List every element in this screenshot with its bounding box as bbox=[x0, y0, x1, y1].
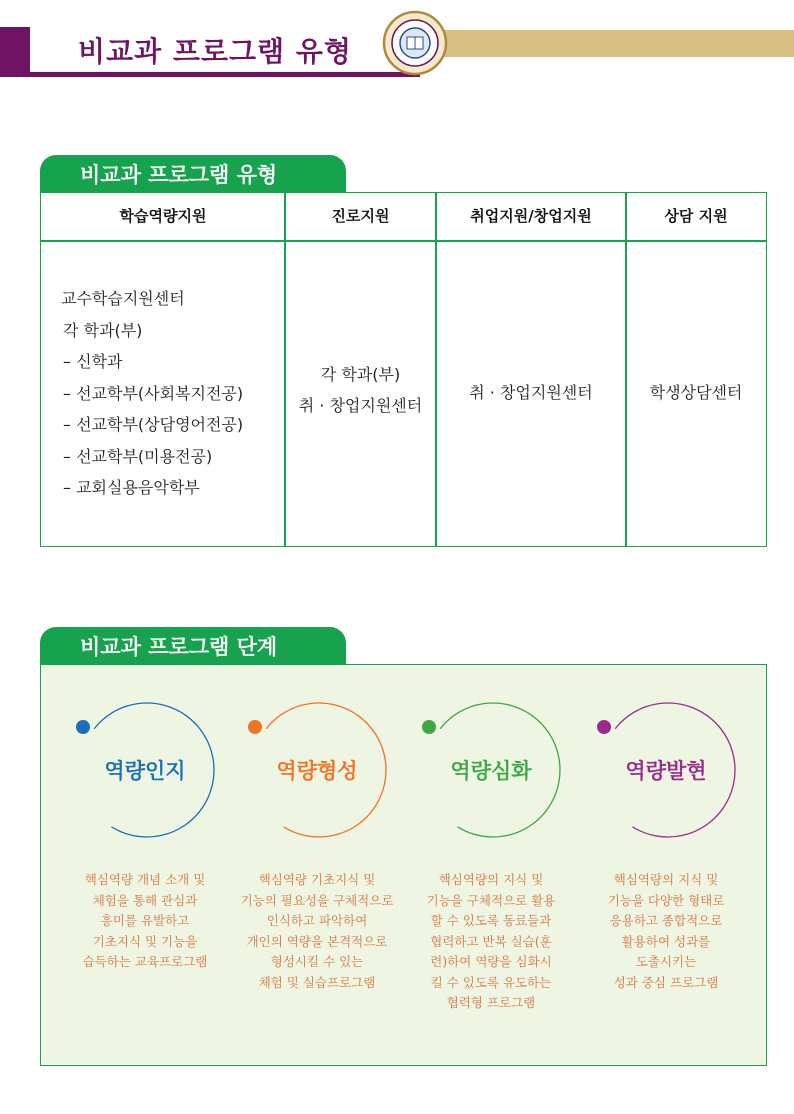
section-tab-types: 비교과 프로그램 유형 bbox=[40, 155, 346, 193]
program-stages-panel bbox=[40, 664, 767, 1066]
employment-support-cell bbox=[436, 379, 626, 406]
column-header: 학습역량지원 bbox=[119, 207, 207, 225]
list-item: – 선교학부(상담영어전공) bbox=[63, 415, 244, 434]
stage-name: 역량형성 bbox=[276, 759, 358, 783]
column-divider bbox=[625, 193, 627, 546]
text-line: 핵심역량 개념 소개 및 bbox=[84, 872, 206, 887]
page-title: 비교과 프로그램 유형 bbox=[78, 35, 352, 68]
text-line: 도출시키는 bbox=[635, 954, 697, 969]
text-line: 인식하고 파악하여 bbox=[266, 913, 368, 928]
stage-description bbox=[576, 870, 756, 993]
text-line: 핵심역량의 지식 및 bbox=[438, 872, 544, 887]
header-gold-band bbox=[440, 30, 794, 57]
learning-support-cell bbox=[61, 283, 243, 504]
text-line: 련)하여 역량을 심화시 bbox=[430, 954, 552, 969]
list-item: 취 · 창업지원센터 bbox=[298, 396, 423, 415]
list-item: – 신학과 bbox=[63, 352, 123, 371]
stage-dot-icon bbox=[76, 720, 90, 734]
stage-name: 역량심화 bbox=[450, 759, 532, 783]
stage-description bbox=[401, 870, 581, 1014]
list-item: – 선교학부(미용전공) bbox=[63, 446, 213, 466]
text-line: 기능을 다양한 형태로 bbox=[607, 892, 725, 908]
list-item: 교수학습지원센터 bbox=[61, 289, 185, 308]
column-header: 상담 지원 bbox=[664, 207, 728, 225]
stage-description bbox=[55, 870, 235, 973]
stage-dot-icon bbox=[422, 720, 436, 734]
career-support-cell bbox=[285, 361, 436, 419]
text-line: 응용하고 종합적으로 bbox=[609, 913, 723, 928]
column-header: 진로지원 bbox=[331, 207, 390, 225]
stage-description bbox=[227, 870, 407, 993]
counseling-support-cell bbox=[626, 379, 766, 406]
text-line: 활용하여 성과를 bbox=[621, 933, 711, 949]
list-item: – 선교학부(사회복지전공) bbox=[63, 383, 244, 403]
text-line: 형성시킬 수 있는 bbox=[270, 954, 364, 969]
program-types-table bbox=[40, 192, 767, 547]
text-line: 킬 수 있도록 유도하는 bbox=[430, 974, 552, 990]
stage-dot-icon bbox=[248, 720, 262, 734]
text-line: 핵심역량 기초지식 및 bbox=[258, 872, 376, 887]
list-item: 각 학과(부) bbox=[320, 365, 401, 384]
text-line: 기초지식 및 기능을 bbox=[92, 933, 198, 949]
list-item: 취 · 창업지원센터 bbox=[469, 383, 593, 402]
text-line: 할 수 있도록 동료들과 bbox=[430, 913, 552, 928]
text-line: 개인의 역량을 본격적으로 bbox=[246, 933, 388, 949]
stage-name: 역량발현 bbox=[625, 759, 707, 783]
list-item: 학생상담센터 bbox=[649, 383, 743, 402]
header-divider bbox=[41, 240, 766, 242]
text-line: 체험 및 실습프로그램 bbox=[258, 974, 376, 990]
text-line: 핵심역량의 지식 및 bbox=[613, 872, 719, 887]
section-tab-stages: 비교과 프로그램 단계 bbox=[40, 627, 346, 665]
text-line: 협력하고 반복 실습(훈 bbox=[430, 933, 552, 949]
text-line: 협력형 프로그램 bbox=[446, 995, 536, 1010]
list-item: 각 학과(부) bbox=[63, 320, 143, 340]
text-line: 기능을 구체적으로 활용 bbox=[426, 892, 556, 908]
university-seal-icon bbox=[382, 10, 448, 76]
stage-dot-icon bbox=[597, 720, 611, 734]
text-line: 기능의 필요성을 구체적으로 bbox=[240, 892, 394, 908]
header-underline bbox=[30, 72, 420, 77]
column-header: 취업지원/창업지원 bbox=[470, 207, 592, 225]
list-item: – 교회실용음악학부 bbox=[63, 478, 200, 497]
text-line: 체험을 통해 관심과 bbox=[92, 892, 198, 908]
text-line: 습득하는 교육프로그램 bbox=[82, 954, 208, 969]
header-accent-bar bbox=[0, 27, 30, 77]
text-line: 흥미를 유발하고 bbox=[100, 913, 190, 928]
stage-name: 역량인지 bbox=[104, 759, 186, 783]
text-line: 성과 중심 프로그램 bbox=[613, 974, 719, 990]
